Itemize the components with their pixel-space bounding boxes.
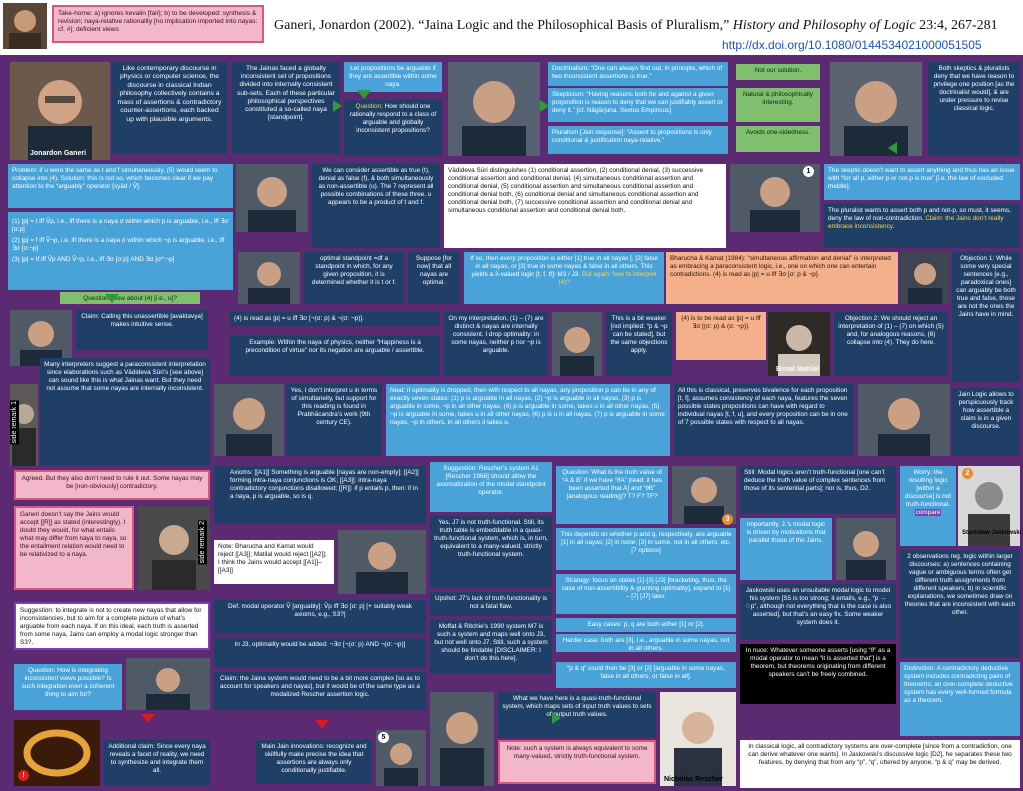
person-icon [858, 384, 950, 456]
ganeri-portrait-10 [858, 384, 950, 456]
harder-box: Harder case: both are [3], i.e., arguable in some nayas, not in all others. [556, 634, 736, 652]
skeptic-box: The skeptic doesn’t want to assert anything and thus has an issue with “for all p, either p or not-p is true” [i.e. the law of excluded middle]. [824, 164, 1020, 200]
to-be-read-box: (4) is to be read as |p| = u iff ∃σ [(σ: p) & (σ: ¬p)]. [676, 312, 766, 360]
bharucha-portrait [900, 252, 950, 304]
intro-box: Like contemporary discourse in physics or computer science, the discourse in classical Indian philosophy collectively contains a mass of assertions & contradictory counter-assertions, each backed up with plausible arguments. [112, 62, 227, 154]
arrow-icon [888, 142, 897, 154]
main-jain-box: Main Jain innovations: recognize and skillfully make precise the idea that assertions are always only conditionally justifiable. [256, 740, 372, 784]
person-icon [836, 518, 896, 580]
compare-link[interactable]: compare [915, 509, 941, 516]
doctrinalism-box: Doctrinalism: “One can always find out, in principle, which of two inconsistent assertions is true.” [548, 62, 728, 86]
depends-box: This depends on whether p and q, respectively, are arguable [1] in all nayas; [2] in none; [3] in some, not in all others; etc. [7 options] [556, 528, 736, 570]
arguable-box: Let propositions be arguable if they are assertible within some naya. [344, 62, 442, 92]
two-observations-box: 2 observations reg. logic within larger discourses: a) sentences containing vague or ambiguous terms often get different truth assignments from different speakers; b) in scientific explanations, we sometimes draw on theories that are inconsistent with each other. [900, 550, 1020, 658]
pluralist-claim: Claim: the Jains don’t really embrace inconsistency. [828, 215, 1004, 230]
suggestion-rescher-box: Suggestion: Rescher’s system A1 [Rescher 1968] should allow the axiomatization of the modal standpoint operator. [430, 462, 552, 512]
jain-logic-box: Jain Logic allows to perspicuously track how assertible a claim is in a given discourse. [952, 388, 1020, 456]
importantly-box: Importantly, J.’s modal logic is driven by motivations that parallel those of the Jains. [740, 518, 832, 580]
skepticism-box: Skepticism: “Having reasons both for and against a given proposition is reason to deny that we can justifiably assert or deny it.” [cf. Nāgārjuna, Sextus Empiricus] [548, 88, 728, 122]
person-icon [126, 658, 210, 710]
question-text: How should one rationally respond to a class of arguable and globally inconsistent propositions? [349, 103, 437, 134]
both-box: Both skeptics & pluralists deny that we have reason to privilege one position [as the doctrinalist would], & are under pressure to revise classical logic. [928, 62, 1020, 156]
not-our-solution: Not our solution. [736, 64, 820, 80]
ganeri-portrait-9 [214, 384, 284, 456]
if-so-box [464, 252, 664, 304]
question-box [344, 100, 442, 156]
number-badge-3: 3 [722, 514, 733, 525]
takehome-note: Take-home: a) ignores kevalin [fair]; b) to be developed: synthesis & revision; naya-relative rationality [no implication imported into nayas: cf. #]; deficient views [52, 5, 264, 43]
arrow-icon [552, 712, 561, 724]
weaker-box: This is a bit weaker [not implied: “p & ¬p can be stated], but the same objections apply. [606, 312, 672, 376]
person-icon [214, 384, 284, 456]
person-icon [430, 692, 494, 786]
citation-journal: History and Philosophy of Logic [732, 18, 916, 33]
def-modal-box: Def. modal operator V̂ [arguably]: V̂p iff ∃σ [σ: p] [+ suitably weak axioms, e.g., S3?] [214, 600, 426, 634]
rescher-name: Nicholas Rescher [664, 776, 723, 783]
ganeri-portrait-14 [430, 692, 494, 786]
pluralist-box [824, 204, 1020, 248]
true-false-box: We can consider assertible as true (t), denial as false (f), & both simultaneously as non-assertible (u). The 7 represent all possible combinations of these three. u appears to be a product of t and f. [312, 164, 440, 248]
number-badge-5: 5 [378, 732, 389, 743]
person-icon [238, 252, 300, 304]
example-box: Example: Within the naya of physics, neither “Happiness is a precondition of virtue” nor its negation are arguable / assertible. [230, 336, 440, 376]
agreed-box: Agreed. But they also don’t need to rule it out. Some nayas may be [non-obviously] contradictory. [14, 470, 210, 500]
axioms-box: Axioms: [[A1]] Something is arguable [nayas are non-empty]; [[A2]] forming intra-naya conjunctions is OK; [[A3]]: intra-naya contradictory conjunctions disallowed; [[R]]: if p entails p, then: if in a naya, p is arguable, so is q. [214, 466, 426, 524]
arrow-icon [333, 100, 342, 112]
j3-box: In J3, optimality would be added: ¬∃σ [¬(σ: p) AND ¬(σ: ¬p)] [214, 638, 426, 668]
optimal-box: optimal standpoint =df a standpoint in which, for any given proposition, it is determined whether it is t or f. [304, 252, 404, 304]
arrow-icon [141, 714, 155, 723]
arrow-icon [357, 90, 371, 99]
person-icon [900, 252, 950, 304]
nuce-box: In nuce: Whatever someone asserts [using “ϑ” as a modal operator to mean “it is asserted that”] is a theorem, but theorems originating from different speakers can’t be freely combined. [740, 644, 896, 704]
many-interpreters-box: Many interpreters suggest a paraconsistent interpretation since elaborations such as Vādideva Sūri’s [see above] can sound like this is what Jainas want. But they need not assume that some nayas are internally inconsistent. [40, 358, 210, 466]
suggestion-box: Suggestion: to integrate is not to create new nayas that allow for inconsistencies, but to aim for a complete picture of what’s arguable from each naya. If on this ideal, each truth is asserted from some naya, Jains can employ a modal logic stronger than S3?. [14, 602, 210, 650]
matilal-name: Bimal Matilal [776, 366, 819, 373]
citation-volume: 23:4, 267-281 [919, 18, 998, 33]
q-truth-box: Question: What is the truth value of “A & B” if we have “ϑA” [read: it has been asserted that A] and “ϑB” [analogous reading]? T? F? TF? [556, 466, 668, 524]
avatar [3, 3, 47, 49]
side-remark-1-label: side remark 1 [11, 401, 18, 444]
classical-box: All this is classical, preserves bivalence for each proposition [t, f], assumes consistency of each naya, features the seven possible states propositions can have with regard to individual nayas [t, f, u], and every proposition can be in one of 7 possible states with respect to all nayas. [674, 384, 854, 456]
arrow-icon [315, 720, 329, 729]
natural-box: Natural & philosophically interesting. [736, 88, 820, 122]
arrow-icon [540, 100, 549, 112]
formula-2: (2) |p| = f iff V̂¬p, i.e. iff there is a naya σ within which ¬p is arguable, i.e., iff ∃σ [σ:¬p] [12, 237, 225, 252]
formulas-box [8, 212, 233, 290]
pq-could-box: “p & q” could then be [3] or [2] [arguable in some nayas, false in all others; or false in all]. [556, 662, 736, 688]
bharucha-box: Bharucha & Kamat (1984): “simultaneous affirmation and denial” is interpreted as embracing a paraconsistent logic, i.e., one on which one can entertain contradictions. (4) is read as |p| = u iff ∃σ [σ: p & ¬p]. [666, 252, 898, 304]
objection-2-box: Objection 2: We should reject an interpretation of (1) – (7) on which (5) and, for analogous reasons, (6) collapse into (4). They do here. [834, 312, 948, 376]
worry-box [900, 466, 956, 546]
vadideva-box: Vādideva Sūri distinguishes (1) conditional assertion, (2) conditional denial, (3) successive conditional assertion and conditional denial, (4) simultaneous conditional assertion and conditional denial, (5) conditional assertion and simultaneous conditional assertion and conditional denial both, (6) conditional denial and simultaneous conditional assertion and conditional denial both, (7) successive conditional assertion and conditional denial and simultaneous conditional assertion and conditional denial both. [444, 164, 726, 248]
moffat-box: Moffat & Ritchie’s 1990 system M7 is such a system and maps well onto J3, but not well onto J7. Still, such a system should be findable [DISCLAIMER: I don’t do this here]. [430, 620, 552, 674]
ganeri-portrait-2 [448, 62, 540, 156]
problem-box: Problem: if u were the same as t and f simultaneously, (5) would seem to collapse into (4). Solution: this is not so, which becomes clear if we pay attention to the “arguably” operator [syād / V̂]. [8, 164, 233, 208]
formula-3: (3) |p| = tf iff V̂p AND V̂¬p, i.e., iff ∃σ [σ:p] AND ∃σ [σ*:¬p] [12, 256, 175, 263]
ganeri-doesnt-box: Ganeri doesn’t say the Jains would accept [[R]] as stated (interestingly). I doubt they would, for what entails what may differ from naya to naya, so the entailment relation would need to be relativized to a naya. [14, 506, 134, 590]
number-badge-2: 2 [962, 468, 973, 479]
person-icon [448, 62, 540, 156]
ganeri-portrait-4 [236, 164, 308, 232]
what-we-have-box: What we have here is a quasi-truth-functional system, which maps sets of input truth values to sets of output truth values. [498, 692, 656, 738]
number-badge-1: 1 [803, 166, 814, 177]
note-such-box: Note: such a system is always equivalent to some many-valued, strictly truth-functional system. [498, 740, 656, 784]
still-box: Still: Modal logics aren’t truth-functional [one can’t deduce the truth value of complex sentences from those of its sentential parts]; nor is, thus, D2. [740, 466, 896, 514]
warning-icon: ! [18, 770, 29, 781]
ganeri-portrait-8 [552, 312, 602, 376]
neat-box: Neat: if optimality is dropped, then with respect to all nayas, any proposition p can be in any of exactly seven states: (1) p is arguable in all nayas, (2) ¬p is arguable in all nayas, (3) p is arguable in some, ¬p in all other nayas, (4) p is arguable in some, takes u in all other nayas, (5) ¬p is arguable in some, takes u in all other nayas, (6) p is u in all nayas, (7) p is arguable in some nayas, ¬p in others, in all others it takes u. [386, 384, 670, 456]
person-icon [236, 164, 308, 232]
person-icon [552, 312, 602, 376]
j7-box: Yes, J7 is not truth-functional. Still, its truth table is embeddable in a quasi-truth-functional system, which is, in turn, equivalent to a many-valued, strictly truth-functional system. [430, 516, 552, 588]
ganeri-portrait [10, 62, 110, 160]
arrow-icon [105, 294, 119, 303]
read-as-box: (4) is read as |p| = u iff ∃σ [¬(σ: p) & ¬(σ: ¬p)]. [230, 312, 440, 326]
note-bharucha-box: Note: Bharucha and Kamat would reject [[A3]]; Matilal would reject [[A2]]; I think the Jains would accept [[A1]]–[[A3]] [214, 540, 334, 584]
pluralist-text: The pluralist wants to assert both p and not-p, so must, it seems, deny the law of non-contradiction. [828, 207, 1011, 222]
distinction-box: Distinction: A contradictory deductive system includes contradicting pairs of theorems; an over-complete deductive system has every well-formed formula as a theorem. [900, 662, 1020, 736]
suppose-box: Suppose [for now] that all nayas are optimal. [408, 252, 460, 304]
jaskowski-uses-box: Jaskowski uses an unsuitable modal logic to model his system [S5 is too strong; it entails, e.g., “p → ♢p”, although not everything that is the case is also asserted], but that’s an easy fix. Some weaker system does it. [740, 584, 896, 640]
ganeri-portrait-15 [126, 658, 210, 710]
citation-title [270, 18, 1020, 38]
ganeri-name: Jonardon Ganeri [30, 150, 87, 157]
person-icon [10, 62, 110, 160]
person-icon [338, 530, 426, 594]
person-icon [660, 692, 736, 786]
ganeri-portrait-3 [830, 62, 922, 156]
rescher-portrait [660, 692, 736, 786]
additional-claim-box: Additional claim: Since every naya reveals a facet of reality, we need to synthesize and integrate them all. [104, 740, 210, 786]
ganeri-portrait-13 [836, 518, 896, 580]
ganeri-portrait-11 [338, 530, 426, 594]
person-icon [830, 62, 922, 156]
side-remark-2-label: side remark 2 [199, 521, 206, 564]
upshot-box: Upshot: J7’s lack of truth-functionality is not a fatal flaw. [430, 592, 552, 616]
integrate-question-box: Question: How is integrating inconsistent views possible? Is such integration even a coherent thing to aim for? [14, 664, 122, 710]
formula-1: (1) |p| = t iff V̂p, i.e., iff there is a naya σ within which p is arguable, i.e., iff ∃σ [σ:p] [12, 218, 229, 233]
jaskowski-name: Stanisław Jaśkowski [962, 530, 1022, 536]
avoids-box: Avoids one-sidedness. [736, 126, 820, 152]
simultaneity-box: Yes, I don’t interpret u in terms of simultaneity, but support for this reading is found in Prabhācandra’s work (9th century CE). [286, 384, 382, 456]
portrait-icon [3, 3, 47, 49]
citation-authors: Ganeri, Jonardon (2002). “Jaina Logic and the Philosophical Basis of Pluralism,” [274, 18, 730, 33]
if-so-text: If so, then every proposition is either [1] true in all nayas [, [2] false in all nayas, or [3] true in some nayas & false in all others. This yields a 3-valued logic [t, f, tf]: M3 / J3. [470, 255, 658, 278]
pluralism-box: Pluralism [Jain response]: “Assent to propositions is only conditional & justification naya-relative.” [548, 126, 728, 154]
classical-logic-box: In classical logic, all contradictory systems are over-complete [since from a contradiction, one can derive whatever one wants]. In Jaskowski’s discussive logic [D2], he separates these two features, by denying that from any “p”, “q”, uttered by anyone, “p & q” may be derived. [740, 740, 1020, 788]
worry-text: Worry: the resulting logic [within a discourse] is not truth-functional. [904, 469, 952, 508]
question-label: Question: [355, 103, 383, 110]
objection-1-box: Objection 1: While some very special sentences [e.g., paradoxical ones] can arguably be both true and false, those are not the ones the Jains have in mind. [952, 252, 1020, 382]
jainas-box: The Jainas faced a globally inconsistent set of propositions divided into internally consistent sub-sets. Each of these particular philosophical perspectives constituted a so-called naya [standpoint]. [232, 62, 340, 154]
claim-unassertible-box: Claim: Calling this unassertible [avaktavya] makes intuitive sense. [76, 310, 208, 350]
doi-link[interactable]: http://dx.doi.org/10.1080/0144534021000051505 [720, 38, 1023, 52]
my-interp-box: On my interpretation, (1) – (7) are distinct & nayas are internally consistent. I drop optimality: in some nayas, neither p nor ¬p is arguable. [444, 312, 548, 376]
ganeri-portrait-6 [238, 252, 300, 304]
claim-j-box: Claim: the Jaina system would need to be a bit more complex [so as to account for speakers and nayas], but it would be of the same type as a modalized Rescher assertion logic. [214, 672, 426, 710]
strategy-box: Strategy: focus on states [1]-[3] [J3] [bracketing, thus, the case of non-assertibility & granting optimality], expand to [1] – [7] [J7] later. [556, 574, 736, 614]
easy-box: Easy cases: p, q are both either [1] or [2]. [556, 618, 736, 632]
but-again: But again: how to interpret (4)? [558, 271, 657, 286]
question-4-box: Question: How about (4) [i.e., u]? [60, 292, 200, 304]
